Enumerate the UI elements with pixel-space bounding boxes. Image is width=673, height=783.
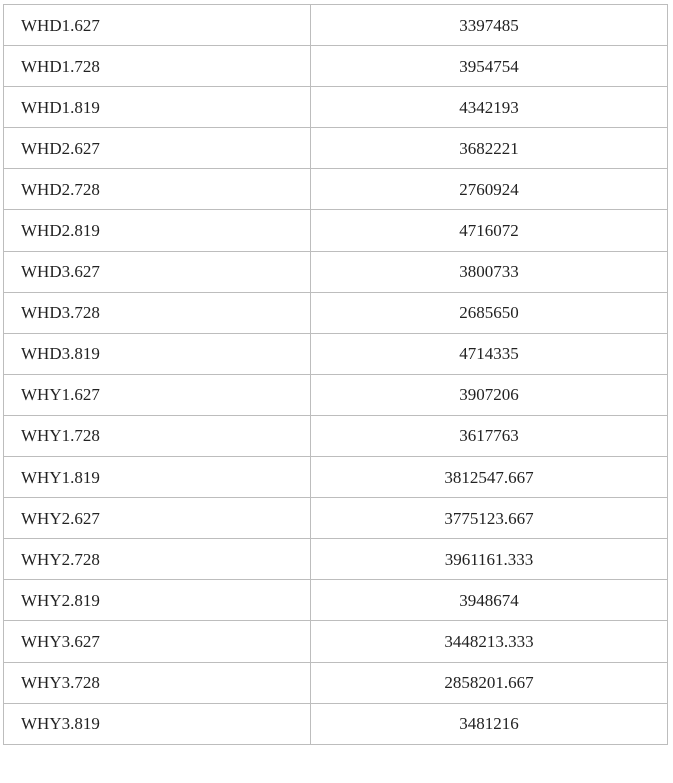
table-row bbox=[4, 415, 668, 456]
table-row bbox=[4, 87, 668, 128]
value-cell: 2685650 bbox=[311, 292, 668, 333]
value-cell: 4716072 bbox=[311, 210, 668, 251]
value-cell: 3812547.667 bbox=[311, 457, 668, 498]
table-row bbox=[4, 251, 668, 292]
sample-id-cell: WHD3.728 bbox=[4, 292, 311, 333]
table-row bbox=[4, 128, 668, 169]
sample-id-cell: WHD1.627 bbox=[4, 5, 311, 46]
table-row bbox=[4, 292, 668, 333]
sample-id-cell: WHY2.728 bbox=[4, 539, 311, 580]
value-cell: 3948674 bbox=[311, 580, 668, 621]
table-row bbox=[4, 169, 668, 210]
value-cell: 3954754 bbox=[311, 46, 668, 87]
sample-id-cell: WHD2.819 bbox=[4, 210, 311, 251]
sample-id-cell: WHD3.819 bbox=[4, 333, 311, 374]
value-cell: 3775123.667 bbox=[311, 498, 668, 539]
table-row bbox=[4, 210, 668, 251]
table-row bbox=[4, 5, 668, 46]
value-cell: 4342193 bbox=[311, 87, 668, 128]
sample-id-cell: WHD3.627 bbox=[4, 251, 311, 292]
table-row bbox=[4, 333, 668, 374]
table-row bbox=[4, 374, 668, 415]
value-cell: 2760924 bbox=[311, 169, 668, 210]
sample-id-cell: WHY1.819 bbox=[4, 457, 311, 498]
sample-id-cell: WHY3.819 bbox=[4, 703, 311, 744]
sample-id-cell: WHY2.627 bbox=[4, 498, 311, 539]
value-cell: 3481216 bbox=[311, 703, 668, 744]
table-row bbox=[4, 580, 668, 621]
sample-id-cell: WHY3.627 bbox=[4, 621, 311, 662]
value-cell: 4714335 bbox=[311, 333, 668, 374]
sample-id-cell: WHD2.627 bbox=[4, 128, 311, 169]
sample-id-cell: WHD2.728 bbox=[4, 169, 311, 210]
table-row bbox=[4, 703, 668, 744]
data-table-container bbox=[3, 4, 667, 745]
table-row bbox=[4, 498, 668, 539]
value-cell: 2858201.667 bbox=[311, 662, 668, 703]
table-row bbox=[4, 662, 668, 703]
sample-id-cell: WHY1.728 bbox=[4, 415, 311, 456]
table-row bbox=[4, 46, 668, 87]
table-row bbox=[4, 621, 668, 662]
table-row bbox=[4, 539, 668, 580]
sample-id-cell: WHY3.728 bbox=[4, 662, 311, 703]
table-row bbox=[4, 457, 668, 498]
value-cell: 3617763 bbox=[311, 415, 668, 456]
value-cell: 3448213.333 bbox=[311, 621, 668, 662]
data-table bbox=[3, 4, 668, 745]
sample-id-cell: WHD1.728 bbox=[4, 46, 311, 87]
value-cell: 3907206 bbox=[311, 374, 668, 415]
value-cell: 3961161.333 bbox=[311, 539, 668, 580]
sample-id-cell: WHD1.819 bbox=[4, 87, 311, 128]
value-cell: 3682221 bbox=[311, 128, 668, 169]
sample-id-cell: WHY1.627 bbox=[4, 374, 311, 415]
value-cell: 3397485 bbox=[311, 5, 668, 46]
value-cell: 3800733 bbox=[311, 251, 668, 292]
sample-id-cell: WHY2.819 bbox=[4, 580, 311, 621]
